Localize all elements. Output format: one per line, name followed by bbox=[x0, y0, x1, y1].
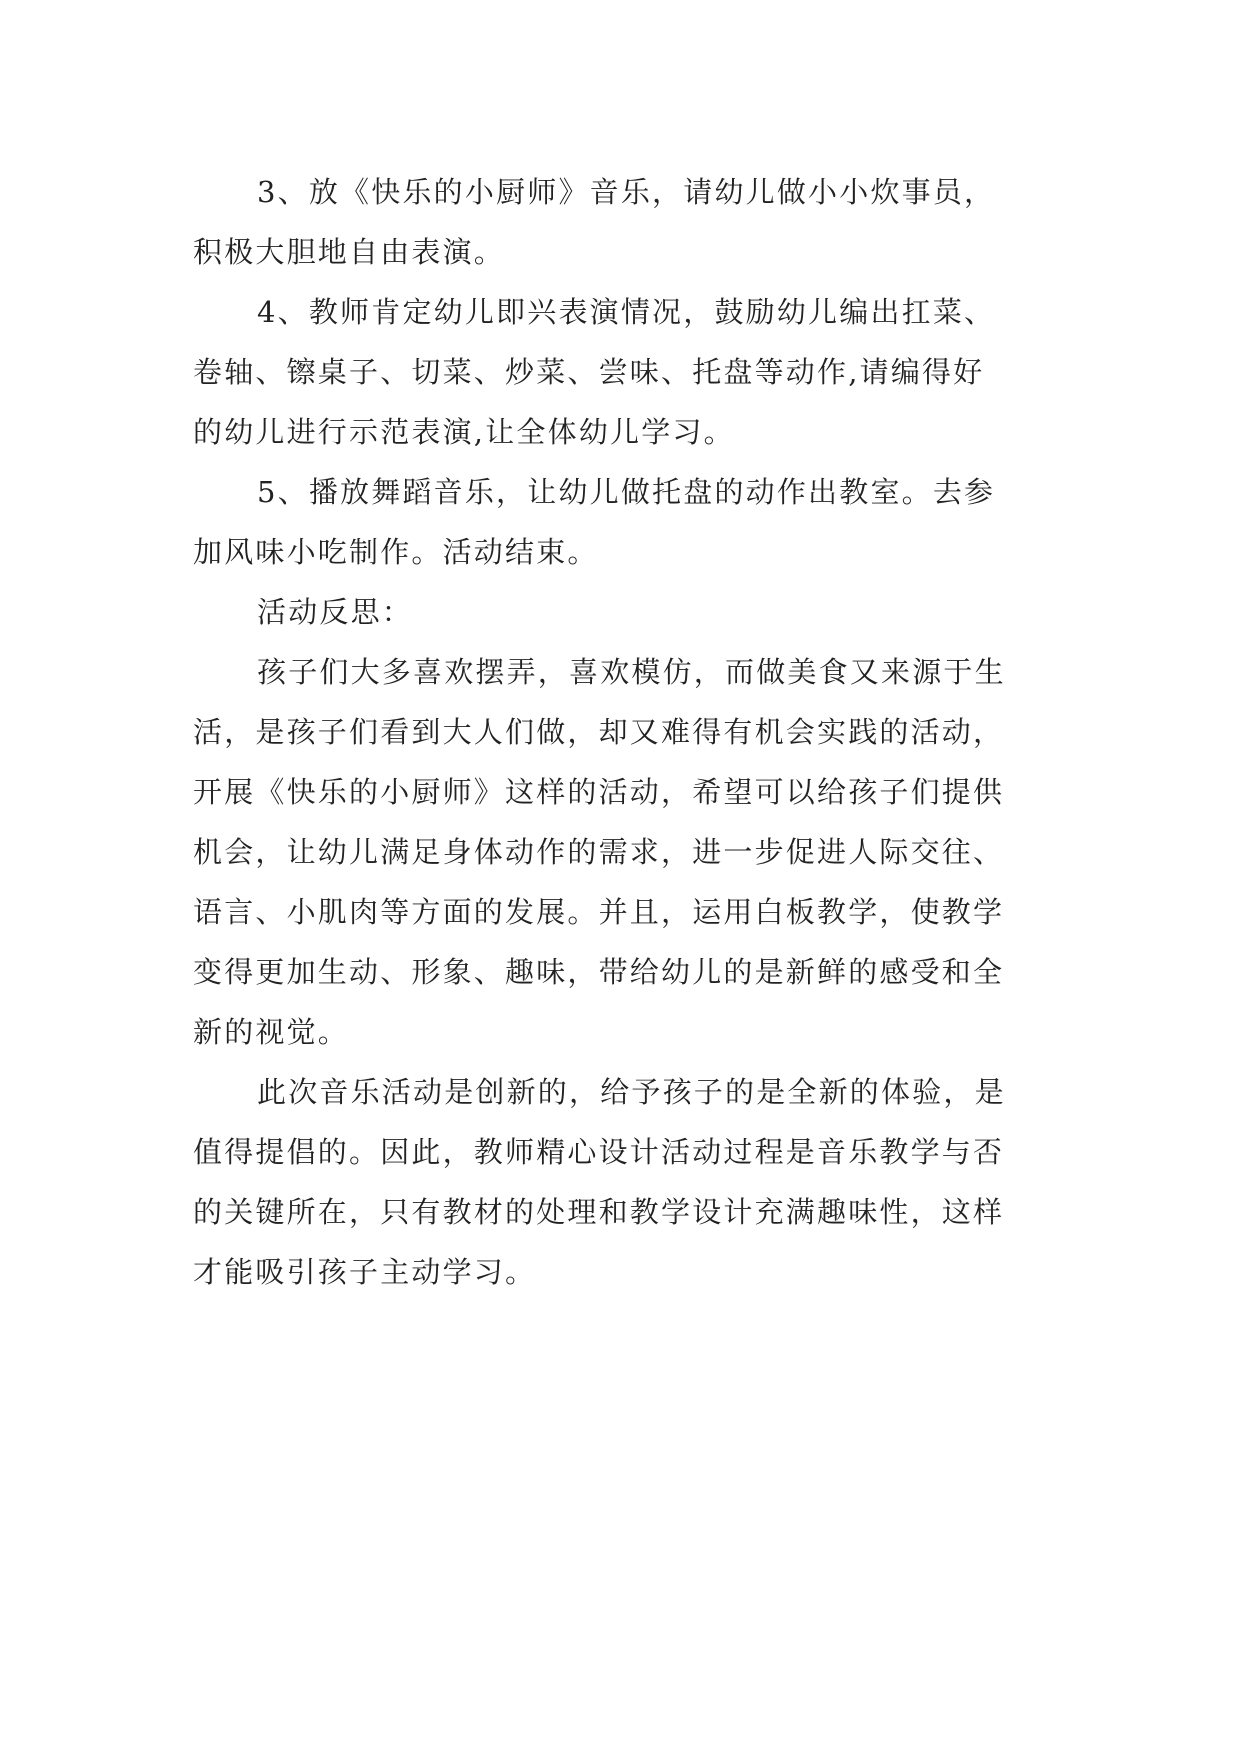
section-heading-reflection: 活动反思： bbox=[257, 595, 414, 629]
paragraph-step-3-line-1: 3、放《快乐的小厨师》音乐，请幼儿做小小炊事员， bbox=[257, 175, 996, 209]
paragraph-reflection-line-1: 孩子们大多喜欢摆弄，喜欢模仿，而做美食又来源于生 bbox=[257, 655, 1006, 689]
paragraph-conclusion-line-2: 值得提倡的。因此，教师精心设计活动过程是音乐教学与否 bbox=[193, 1135, 1005, 1169]
paragraph-step-4-line-2: 卷轴、镲桌子、切菜、炒菜、尝味、托盘等动作,请编得好 bbox=[193, 355, 985, 389]
paragraph-reflection-line-7: 新的视觉。 bbox=[193, 1015, 350, 1049]
paragraph-conclusion-line-1: 此次音乐活动是创新的，给予孩子的是全新的体验，是 bbox=[257, 1075, 1006, 1109]
paragraph-reflection-line-3: 开展《快乐的小厨师》这样的活动，希望可以给孩子们提供 bbox=[193, 775, 1005, 809]
paragraph-step-5-line-2: 加风味小吃制作。活动结束。 bbox=[193, 535, 599, 569]
paragraph-reflection-line-4: 机会，让幼儿满足身体动作的需求，进一步促进人际交往、 bbox=[193, 835, 1005, 869]
paragraph-conclusion-line-3: 的关键所在，只有教材的处理和教学设计充满趣味性，这样 bbox=[193, 1195, 1005, 1229]
paragraph-reflection-line-5: 语言、小肌肉等方面的发展。并且，运用白板教学，使教学 bbox=[193, 895, 1005, 929]
paragraph-step-5-line-1: 5、播放舞蹈音乐，让幼儿做托盘的动作出教室。去参 bbox=[257, 475, 996, 509]
paragraph-reflection-line-2: 活，是孩子们看到大人们做，却又难得有机会实践的活动， bbox=[193, 715, 1005, 749]
paragraph-reflection-line-6: 变得更加生动、形象、趣味，带给幼儿的是新鲜的感受和全 bbox=[193, 955, 1005, 989]
paragraph-step-3-line-2: 积极大胆地自由表演。 bbox=[193, 235, 506, 269]
paragraph-conclusion-line-4: 才能吸引孩子主动学习。 bbox=[193, 1255, 537, 1289]
paragraph-step-4-line-3: 的幼儿进行示范表演,让全体幼儿学习。 bbox=[193, 415, 735, 449]
body-text bbox=[193, 162, 1063, 1302]
paragraph-step-4-line-1: 4、教师肯定幼儿即兴表演情况，鼓励幼儿编出扛菜、 bbox=[257, 295, 996, 329]
